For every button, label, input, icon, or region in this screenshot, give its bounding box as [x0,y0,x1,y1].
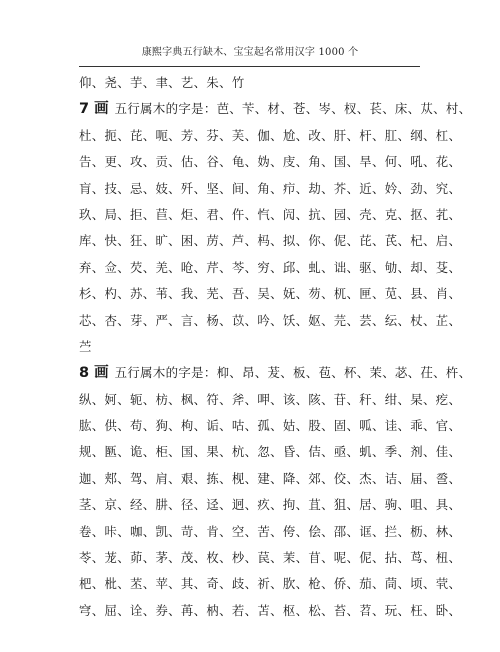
section-heading-text: 五行属木的字是：芭、苄、材、苍、岑、杈、苌、床、苁、村、 [114,101,472,117]
text-line: 芯、杏、芽、严、言、杨、苡、吟、饫、妪、芫、芸、纭、杖、芷、 [79,312,462,328]
text-line: 肱、供、苟、狗、枸、诟、咕、孤、姑、股、固、呱、诖、乖、官、 [79,418,462,434]
text-line: 苎 [79,338,92,354]
text-line: 杉、杓、苏、苇、我、芜、吾、吴、妩、芴、杌、匣、苋、县、肖、 [79,286,462,302]
stroke-count-label: 8 画 [79,365,109,382]
header-rule [79,66,420,67]
text-line: 穹、屈、诠、券、苒、枘、若、苫、枢、松、苔、苕、玩、枉、卧、 [79,602,462,618]
text-line: 杜、扼、芘、呃、芳、芬、芙、伽、尬、改、肝、杆、肛、纲、杠、 [79,127,462,143]
page-header-title: 康熙字典五行缺木、宝宝起名常用汉字 1000 个 [141,47,359,58]
text-line: 卷、咔、咖、凯、苛、肯、空、苦、侉、侩、邵、诓、拦、枥、林、 [79,523,462,539]
section-heading-8 [79,360,472,386]
text-line: 规、匦、诡、柜、国、果、杭、忽、昏、佶、亟、虮、季、剂、佳、 [79,444,462,460]
text-line: 库、快、狂、旷、困、苈、芦、杩、拟、你、伲、芘、芪、杞、启、 [79,233,462,249]
text-line: 苓、茏、茆、茅、茂、枚、杪、苠、茉、苜、呢、伲、拈、茑、杻、 [79,550,462,566]
section-heading-7 [79,96,472,122]
document-body [79,70,472,624]
text-line: 纵、妸、轭、枋、枫、符、斧、呷、该、陔、苷、秆、绀、杲、疙、 [79,391,462,407]
text-line: 仰、尧、芋、聿、艺、朱、竹 [79,75,245,90]
text-line: 茎、京、经、肼、径、迳、迥、疚、拘、苴、狙、居、驹、咀、具、 [79,497,462,513]
text-line: 玖、局、拒、苣、炬、君、仵、忾、闶、抗、园、壳、克、抠、芤、 [79,206,462,222]
text-line: 弃、佥、芡、羌、呛、芹、芩、穷、邱、虬、诎、驱、劬、却、芟、 [79,259,462,275]
stroke-count-label: 7 画 [79,101,109,118]
text-line: 肓、技、忌、妓、歼、坚、间、角、疖、劫、芥、近、妗、劲、究、 [79,180,462,196]
text-line: 告、更、攻、贡、估、谷、龟、妫、庋、角、国、旱、何、吼、花、 [79,154,462,170]
text-line: 迦、郏、驾、肩、艰、拣、枧、建、降、郊、佼、杰、诘、届、巹、 [79,470,462,486]
text-line: 杷、枇、苤、苹、其、奇、歧、祈、肷、枪、侨、茄、茼、顷、茕、 [79,576,462,592]
section-heading-text: 五行属木的字是：枊、昂、茇、板、苞、杯、茉、苾、茌、杵、 [114,365,472,381]
